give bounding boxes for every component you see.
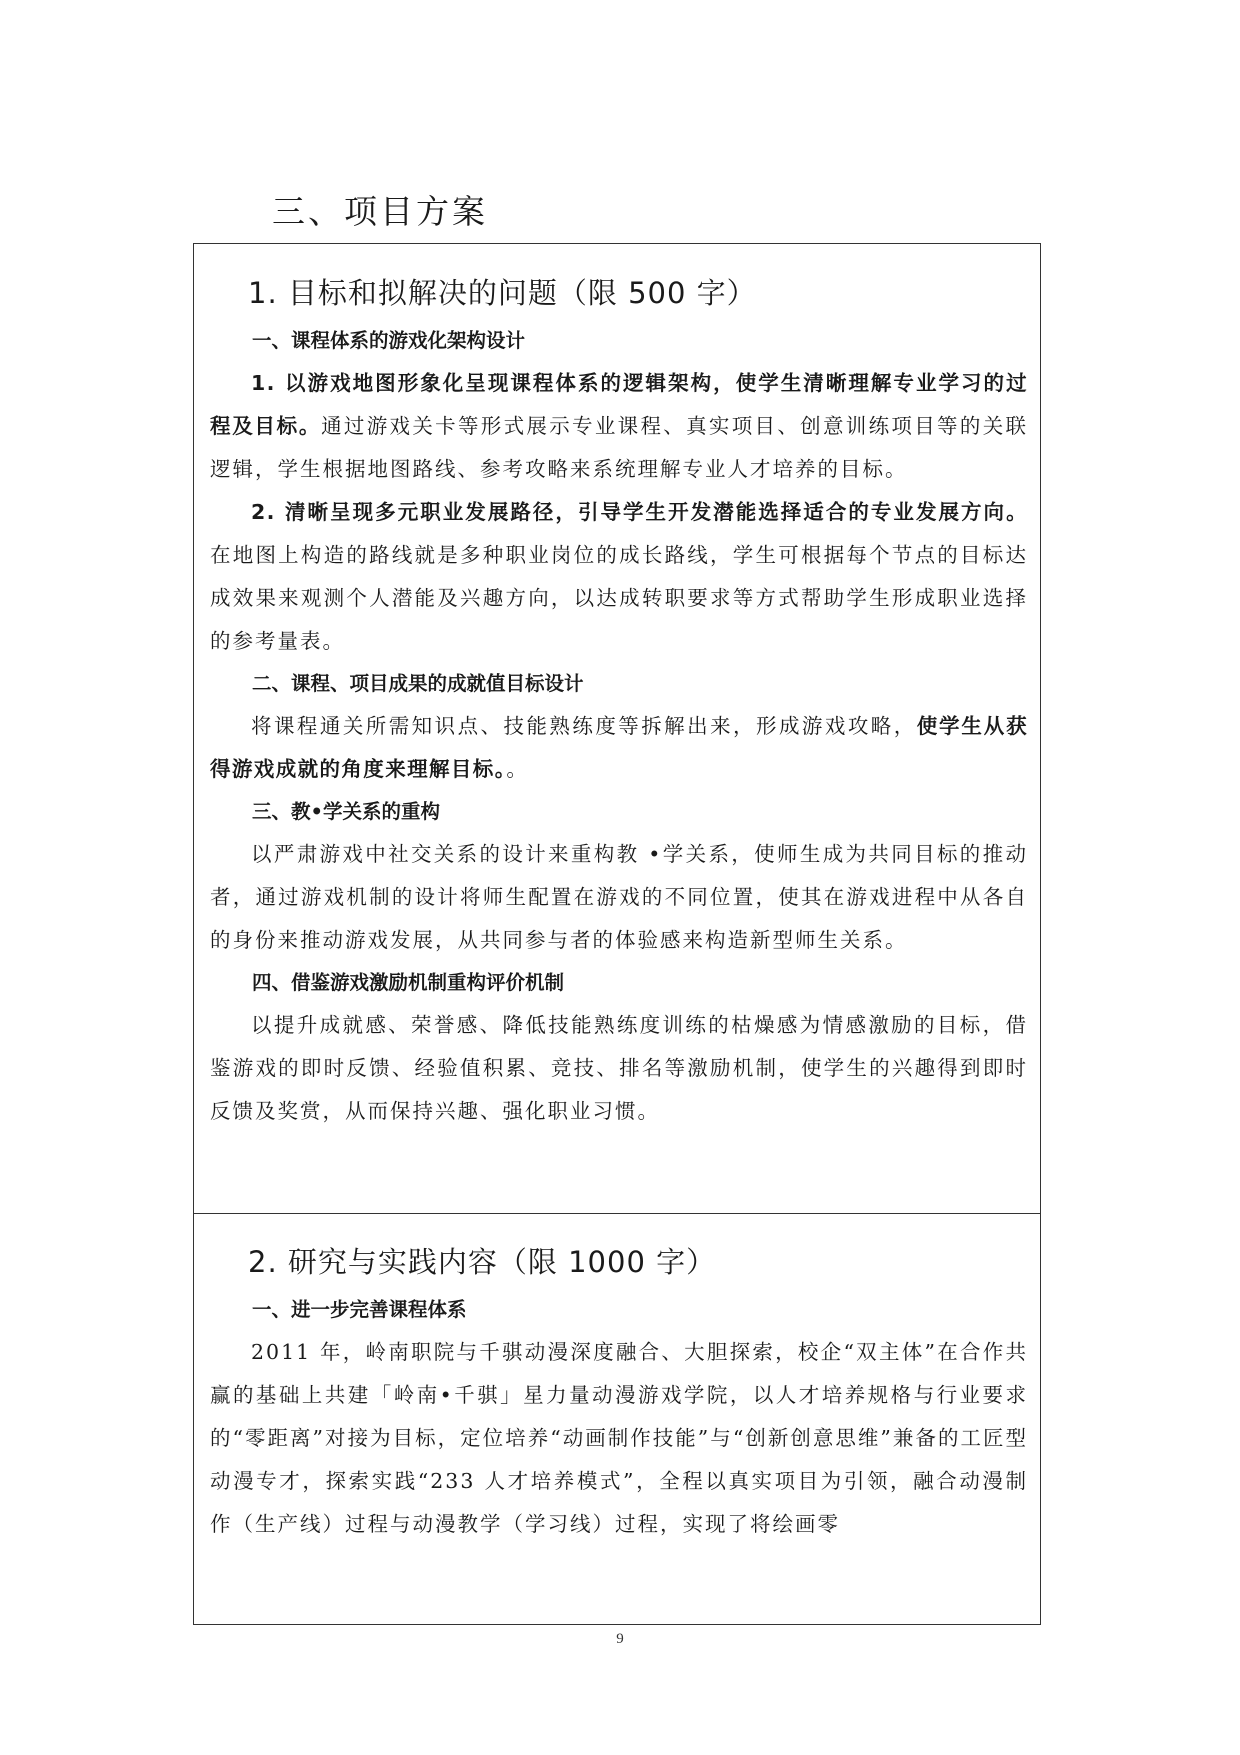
section-1-paragraph-1 (210, 362, 1028, 491)
paragraph-3-body: 将课程通关所需知识点、技能熟练度等拆解出来，形成游戏攻略， (251, 714, 917, 738)
section-1-subheading-1: 一、课程体系的游戏化架构设计 (252, 329, 526, 352)
paragraph-3-bold: 使学生从获得游戏成就的角度来理解目标。 (210, 714, 1029, 781)
section-1-paragraph-3 (210, 705, 1028, 791)
paragraph-1-bold-lead: 1. 以游戏地图形象化呈现课程体系的逻辑架构，使学生清晰理解专业学习的过程及目标。 (210, 371, 1028, 438)
paragraph-2-bold-lead: 2. 清晰呈现多元职业发展路径，引导学生开发潜能选择适合的专业发展方向。 (251, 500, 1028, 524)
section-2-cell (210, 1240, 1028, 1546)
paragraph-1-body: 通过游戏关卡等形式展示专业课程、真实项目、创意训练项目等的关联逻辑，学生根据地图路线、参考攻略来系统理解专业人才培养的目标。 (210, 414, 1029, 481)
section-2-title: 2. 研究与实践内容（限 1000 字） (248, 1245, 717, 1279)
paragraph-3-tail: 。 (506, 757, 529, 781)
section-1-subheading-3: 三、教•学关系的重构 (252, 800, 440, 823)
section-1-title: 1. 目标和拟解决的问题（限 500 字） (248, 276, 757, 310)
section-2-paragraph-1: 2011 年，岭南职院与千骐动漫深度融合、大胆探索，校企“双主体”在合作共赢的基础上共建「岭南•千骐」星力量动漫游戏学院，以人才培养规格与行业要求的“零距离”对接为目标，定位培养“动画制作技能”与“创新创意思维”兼备的工匠型动漫专才，探索实践“233 人才培养模式”，全程以真实项目为引领，融合动漫制作（生产线）过程与动漫教学（学习线）过程，实现了将绘画零 (210, 1340, 1028, 1536)
table-row-divider (194, 1213, 1040, 1214)
section-2-subheading-1: 一、进一步完善课程体系 (252, 1298, 467, 1321)
section-1-subheading-2: 二、课程、项目成果的成就值目标设计 (252, 672, 584, 695)
section-1-subheading-4: 四、借鉴游戏激励机制重构评价机制 (252, 971, 565, 994)
page-number: 9 (616, 1631, 624, 1647)
section-1-paragraph-4: 以严肃游戏中社交关系的设计来重构教 •学关系，使师生成为共同目标的推动者，通过游戏机制的设计将师生配置在游戏的不同位置，使其在游戏进程中从各自的身份来推动游戏发展，从共同参与者的体验感来构造新型师生关系。 (210, 842, 1028, 952)
section-1-cell (210, 271, 1028, 1133)
page-heading: 三、项目方案 (272, 192, 488, 231)
form-table (193, 243, 1041, 1625)
section-1-paragraph-5: 以提升成就感、荣誉感、降低技能熟练度训练的枯燥感为情感激励的目标，借鉴游戏的即时反馈、经验值积累、竞技、排名等激励机制，使学生的兴趣得到即时反馈及奖赏，从而保持兴趣、强化职业习惯。 (210, 1013, 1028, 1123)
section-1-paragraph-2 (210, 491, 1028, 663)
paragraph-2-body: 在地图上构造的路线就是多种职业岗位的成长路线，学生可根据每个节点的目标达成效果来观测个人潜能及兴趣方向，以达成转职要求等方式帮助学生形成职业选择的参考量表。 (210, 543, 1028, 653)
